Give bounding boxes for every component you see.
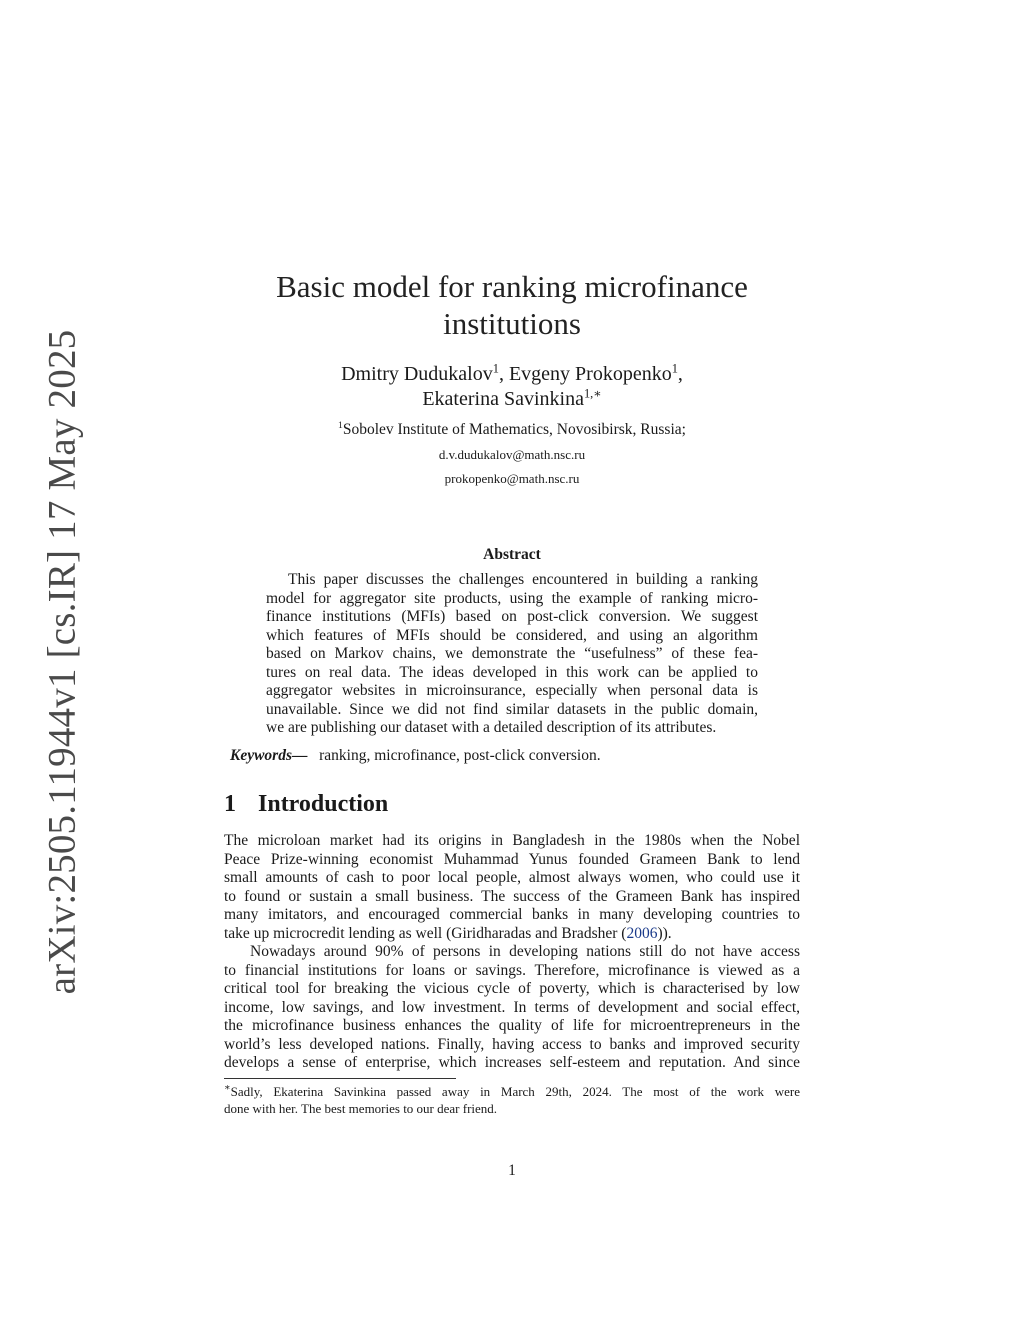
affiliation-mark: 1 (338, 419, 343, 431)
footnote-mark: ∗ (224, 1083, 231, 1094)
introduction-body (224, 832, 800, 1073)
keywords (230, 747, 601, 765)
keywords-text: ranking, microfinance, post-click conversion. (319, 747, 601, 764)
abstract-line: which features of MFIs should be considered, and using an algorithm (266, 626, 758, 644)
section-number: 1 (224, 791, 236, 817)
abstract-line: model for aggregator site products, using the example of ranking micro- (266, 589, 758, 607)
body-line-text: take up microcredit lending as well (Giridharadas and Bradsher ( (224, 924, 627, 942)
abstract-line: tures on real data. The ideas developed in this work can be applied to (266, 663, 758, 681)
affiliation-text: Sobolev Institute of Mathematics, Novosibirsk, Russia; (342, 421, 686, 438)
arxiv-identifier: arXiv:2505.11944v1 [cs.IR] 17 May 2025 (40, 329, 84, 995)
author-name-2: , Evgeny Prokopenko (498, 363, 672, 385)
author-2-affil-mark: 1 (671, 361, 678, 376)
paper-title (262, 268, 762, 342)
abstract-line: we are publishing our dataset with a detailed description of its attributes. (266, 719, 717, 736)
section-title: Introduction (258, 791, 389, 817)
abstract-line: finance institutions (MFIs) based on post-click conversion. We suggest (266, 608, 758, 625)
citation-link[interactable]: 2006 (626, 924, 658, 942)
body-line: critical tool for breaking the vicious cycle of poverty, which is characterised by low (224, 980, 800, 997)
footnote-line: done with her. The best memories to our dear friend. (224, 1101, 498, 1116)
abstract-body (266, 571, 758, 738)
body-line: income, low savings, and low investment. In terms of development and social effect, (224, 998, 800, 1016)
body-line: world’s less developed nations. Finally, having access to banks and improved security (224, 1035, 800, 1053)
email-1[interactable]: d.v.dudukalov@math.nsc.ru (438, 447, 586, 462)
footnote-text: Sadly, Ekaterina Savinkina passed away in March 29th, 2024. The most of the work were (230, 1084, 800, 1099)
body-line: many imitators, and encouraged commercial banks in many developing countries to (224, 906, 800, 923)
abstract-heading: Abstract (483, 546, 541, 563)
authors-line-1-end: , (677, 363, 683, 385)
abstract-line: based on Markov chains, we demonstrate the “usefulness” of these fea- (266, 645, 758, 662)
footnote-rule (224, 1078, 456, 1079)
authors-line-1 (262, 362, 762, 387)
body-line: the microfinance business enhances the quality of life for microentrepreneurs in the (224, 1017, 800, 1034)
body-line: Nowadays around 90% of persons in developing nations still do not have access (250, 943, 800, 960)
author-3-affil-mark: 1,∗ (583, 386, 602, 401)
affiliation (212, 421, 812, 439)
title-line-1: Basic model for ranking microfinance (276, 269, 748, 304)
abstract-line: unavailable. Since we did not find similar datasets in the public domain, (266, 700, 758, 718)
author-1-affil-mark: 1 (492, 361, 499, 376)
footnote (224, 1083, 800, 1117)
footnote-line (224, 1083, 800, 1100)
title-line-2: institutions (443, 306, 581, 341)
author-name-3: Ekaterina Savinkina (422, 388, 584, 410)
author-list (262, 362, 762, 412)
body-line: small amounts of cash to poor local people, almost always women, who could use it (224, 869, 800, 886)
page-number: 1 (508, 1162, 516, 1179)
body-line: The microloan market had its origins in Bangladesh in the 1980s when the Nobel (224, 832, 800, 849)
author-name-1: Dmitry Dudukalov (341, 363, 493, 385)
abstract-line: This paper discusses the challenges encountered in building a ranking (288, 571, 758, 588)
keywords-label: Keywords— (230, 747, 308, 764)
body-line-text: )). (657, 924, 672, 942)
section-heading (224, 791, 388, 818)
abstract-line: aggregator websites in microinsurance, especially when personal data is (266, 682, 758, 699)
email-2[interactable]: prokopenko@math.nsc.ru (444, 471, 580, 486)
body-line: to found or sustain a small business. The success of the Grameen Bank has inspired (224, 887, 800, 905)
authors-line-2 (262, 387, 762, 412)
body-line: Peace Prize-winning economist Muhammad Yunus founded Grameen Bank to lend (224, 850, 800, 868)
body-line (224, 925, 800, 944)
body-line: to financial institutions for loans or savings. Therefore, microfinance is viewed as a (224, 961, 800, 979)
body-line: develops a sense of enterprise, which increases self-esteem and reputation. And since (224, 1054, 800, 1071)
